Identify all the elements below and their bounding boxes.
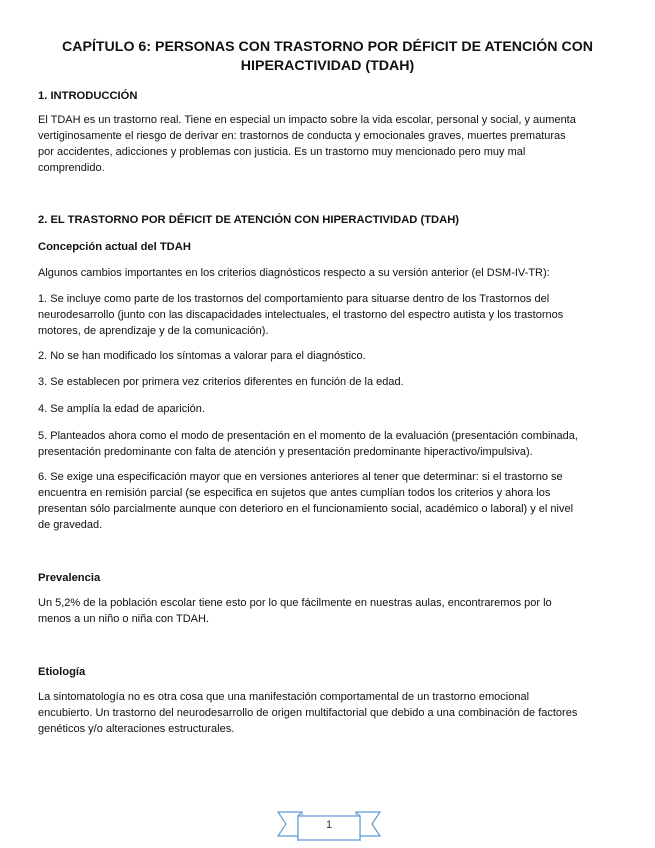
item1-line: 1. Se incluye como parte de los trastornos del comportamiento para situarse dentro de los Trastornos del bbox=[38, 293, 550, 305]
intro-line: por accidentes, adicciones y problemas con justicia. Es un trastorno muy mencionado pero muy mal bbox=[38, 145, 526, 158]
item2-line: 2. No se han modificado los síntomas a valorar para el diagnóstico. bbox=[38, 350, 366, 362]
item5-line: 5. Planteados ahora como el modo de presentación en el momento de la evaluación (presentación combinada, bbox=[38, 430, 578, 442]
etiologia-line: genéticos y/o alteraciones estructurales. bbox=[38, 722, 235, 735]
criteria-item-1 bbox=[38, 292, 623, 340]
intro-heading: 1. INTRODUCCIÓN bbox=[38, 90, 138, 102]
etiologia-paragraph bbox=[38, 690, 623, 738]
etiologia-line: La sintomatología no es otra cosa que una manifestación comportamental de un trastorno emocional bbox=[38, 691, 530, 703]
prevalencia-line: menos a un niño o niña con TDAH. bbox=[38, 612, 210, 625]
section2-lead bbox=[38, 266, 623, 282]
item6-line: de gravedad. bbox=[38, 518, 103, 531]
prevalencia-paragraph bbox=[38, 596, 623, 628]
lead-line: Algunos cambios importantes en los criterios diagnósticos respecto a su versión anterior (el DSM-IV-TR): bbox=[38, 267, 550, 279]
prevalencia-heading: Prevalencia bbox=[38, 572, 101, 584]
criteria-item-3 bbox=[38, 375, 623, 391]
item5-line: presentación predominante con falta de atención y presentación predominante hiperactivo/impulsiva). bbox=[38, 445, 533, 458]
item6-line: encuentra en remisión parcial (se especifica en sujetos que antes cumplían todos los criterios y ahora los bbox=[38, 486, 551, 499]
criteria-item-5 bbox=[38, 429, 623, 461]
intro-line: comprendido. bbox=[38, 161, 105, 174]
item1-line: motores, de aprendizaje y de la comunicación). bbox=[38, 324, 269, 337]
intro-line: vertiginosamente el riesgo de derivar en: trastornos de conducta y emocionales graves, muertes prematuras bbox=[38, 129, 566, 142]
etiologia-heading: Etiología bbox=[38, 666, 86, 678]
etiologia-line: encubierto. Un trastorno del neurodesarrollo de origen multifactorial que debido a una combinación de factores bbox=[38, 706, 578, 719]
page-number: 1 bbox=[325, 819, 333, 831]
chapter-title-line-1: CAPÍTULO 6: PERSONAS CON TRASTORNO POR DÉFICIT DE ATENCIÓN CON bbox=[61, 39, 593, 55]
item3-line: 3. Se establecen por primera vez criterios diferentes en función de la edad. bbox=[38, 376, 404, 388]
item6-line: presentan sólo parcialmente aunque con deterioro en el funcionamiento social, académico o laboral) y el nivel bbox=[38, 502, 574, 515]
item4-line: 4. Se amplía la edad de aparición. bbox=[38, 403, 205, 415]
item1-line: neurodesarrollo (junto con las discapacidades intelectuales, el trastorno del espectro autista y los trastornos bbox=[38, 308, 564, 321]
criteria-item-2 bbox=[38, 349, 623, 365]
item6-line: 6. Se exige una especificación mayor que en versiones anteriores al tener que determinar: si el trastorno se bbox=[38, 471, 563, 483]
chapter-title bbox=[30, 38, 625, 76]
section2-heading: 2. EL TRASTORNO POR DÉFICIT DE ATENCIÓN CON HIPERACTIVIDAD (TDAH) bbox=[38, 214, 459, 226]
criteria-item-6 bbox=[38, 470, 623, 534]
prevalencia-line: Un 5,2% de la población escolar tiene esto por lo que fácilmente en nuestras aulas, encontraremos por lo bbox=[38, 597, 552, 609]
intro-line: El TDAH es un trastorno real. Tiene en especial un impacto sobre la vida escolar, personal y social, y aumenta bbox=[38, 114, 576, 126]
criteria-item-4 bbox=[38, 402, 623, 418]
intro-paragraph bbox=[38, 113, 623, 177]
page-number-ribbon bbox=[276, 806, 382, 844]
section2-subheading: Concepción actual del TDAH bbox=[38, 241, 191, 253]
chapter-title-line-2: HIPERACTIVIDAD (TDAH) bbox=[240, 58, 415, 74]
